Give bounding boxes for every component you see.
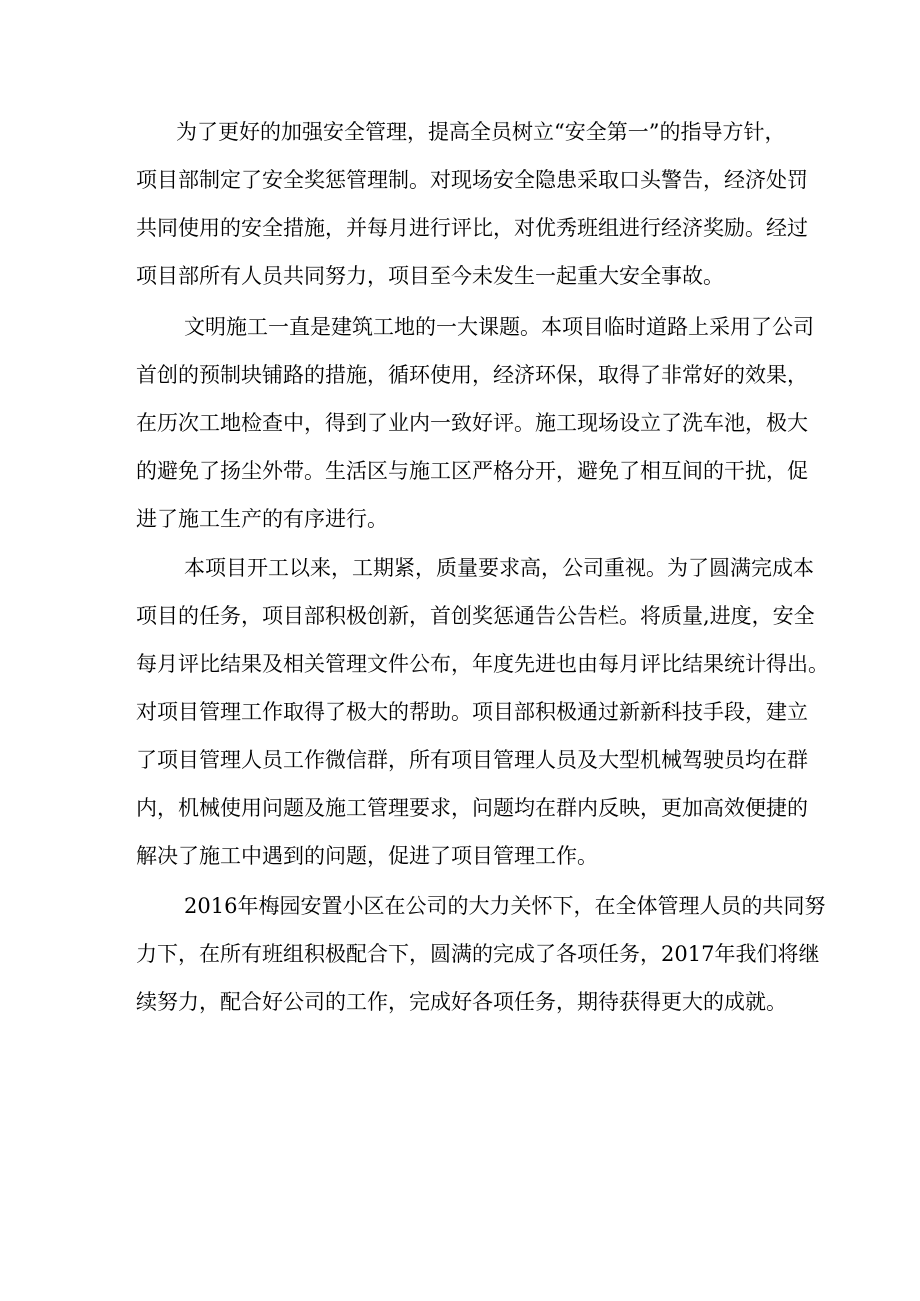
text-line: 共同使用的安全措施，并每月进行评比，对优秀班组进行经济奖励。经过 xyxy=(136,216,808,240)
text-line: 在历次工地检查中，得到了业内一致好评。施工现场设立了洗车池，极大 xyxy=(136,411,808,435)
text-line: 首创的预制块铺路的措施，循环使用，经济环保，取得了非常好的效果， xyxy=(136,363,808,387)
text-line: 力下，在所有班组积极配合下，圆满的完成了各项任务，2017年我们将继 xyxy=(136,942,820,966)
text-line: 内，机械使用问题及施工管理要求，问题均在群内反映，更加高效便捷的 xyxy=(136,796,808,820)
text-line: 项目部所有人员共同努力，项目至今未发生一起重大安全事故。 xyxy=(136,264,724,288)
text-line: 为了更好的加强安全管理，提高全员树立“安全第一”的指导方针， xyxy=(176,120,786,144)
text-line: 项目的任务，项目部积极创新，首创奖惩通告公告栏。将质量,进度，安全 xyxy=(136,604,815,628)
text-line: 对项目管理工作取得了极大的帮助。项目部积极通过新新科技手段，建立 xyxy=(136,700,808,724)
text-line: 每月评比结果及相关管理文件公布，年度先进也由每月评比结果统计得出。 xyxy=(136,652,829,676)
text-line: 解决了施工中遇到的问题，促进了项目管理工作。 xyxy=(136,844,598,868)
text-line: 的避免了扬尘外带。生活区与施工区严格分开，避免了相互间的干扰，促 xyxy=(136,459,808,483)
text-line: 项目部制定了安全奖惩管理制。对现场安全隐患采取口头警告，经济处罚 xyxy=(136,168,808,192)
text-line: 进了施工生产的有序进行。 xyxy=(136,507,388,531)
text-line: 2016年梅园安置小区在公司的大力关怀下，在全体管理人员的共同努 xyxy=(184,894,826,918)
text-line: 续努力，配合好公司的工作，完成好各项任务，期待获得更大的成就。 xyxy=(136,990,787,1014)
text-line: 了项目管理人员工作微信群，所有项目管理人员及大型机械驾驶员均在群 xyxy=(136,748,808,772)
text-line: 本项目开工以来，工期紧，质量要求高，公司重视。为了圆满完成本 xyxy=(184,556,814,580)
text-line: 文明施工一直是建筑工地的一大课题。本项目临时道路上采用了公司 xyxy=(184,315,814,339)
